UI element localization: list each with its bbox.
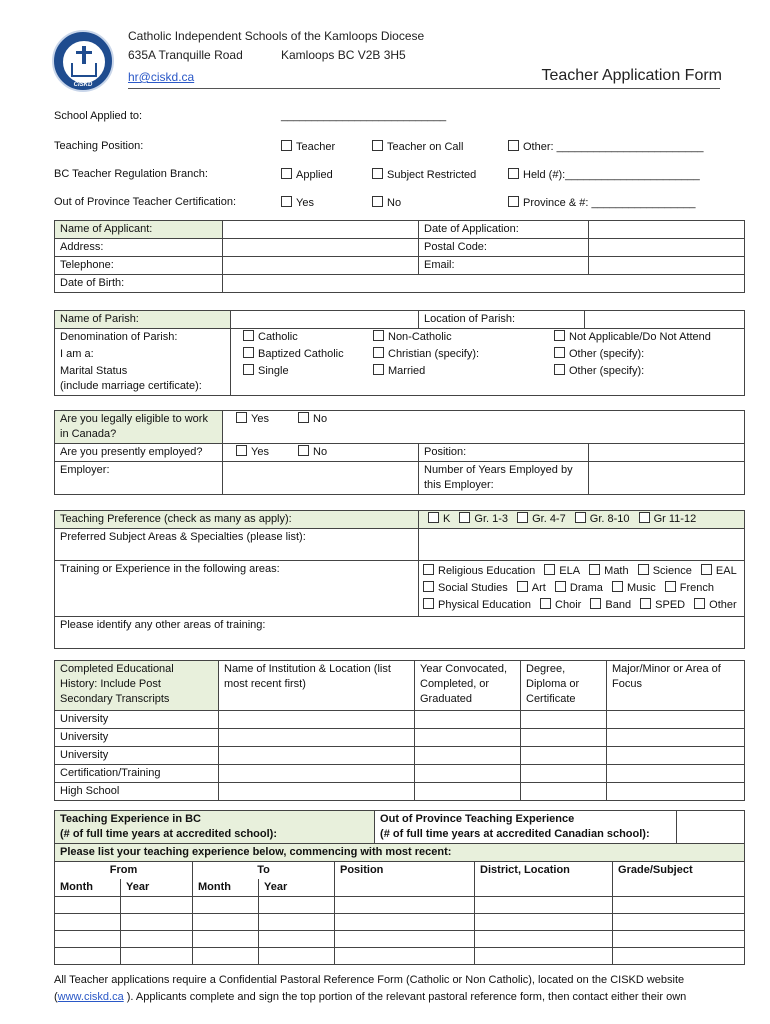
iam-christian-option[interactable]: Christian (specify): <box>373 347 479 362</box>
checkbox-icon[interactable] <box>554 364 565 375</box>
edu-year-header: Year Convocated, Completed, or Graduated <box>415 661 521 711</box>
branch-label: BC Teacher Regulation Branch: <box>54 168 208 180</box>
oop-label: Out of Province Teacher Certification: <box>54 196 236 208</box>
employment-table <box>54 410 745 495</box>
website-link[interactable]: www.ciskd.ca <box>57 991 124 1003</box>
training-label: Training or Experience in the following areas: <box>55 561 419 617</box>
grade-k-option[interactable]: K <box>428 512 450 527</box>
area-band-option[interactable]: Band <box>590 597 631 614</box>
checkbox-icon[interactable] <box>590 598 601 609</box>
table-row <box>55 765 745 783</box>
bc-experience-label: Teaching Experience in BC (# of full time years at accredited school): <box>55 811 375 844</box>
checkbox-icon[interactable] <box>236 445 247 456</box>
checkbox-icon[interactable] <box>554 347 565 358</box>
dob-field[interactable] <box>223 275 745 293</box>
other-training-field[interactable]: Please identify any other areas of training: <box>55 617 745 649</box>
from-month-header: Month <box>55 879 121 897</box>
checkbox-icon[interactable] <box>508 140 519 151</box>
edu-row-label: High School <box>55 783 219 801</box>
edu-row-label: University <box>55 747 219 765</box>
edu-row-label: University <box>55 729 219 747</box>
teaching-table <box>54 510 745 649</box>
position-other-option[interactable]: Other: ________________________ <box>508 140 703 153</box>
ciskd-logo <box>52 30 114 92</box>
checkbox-icon[interactable] <box>281 168 292 179</box>
table-row <box>55 783 745 801</box>
address-field[interactable] <box>223 239 419 257</box>
checkbox-icon[interactable] <box>555 581 566 592</box>
checkbox-icon[interactable] <box>694 598 705 609</box>
area-math-option[interactable]: Math <box>589 563 628 580</box>
checkbox-icon[interactable] <box>243 330 254 341</box>
header-divider <box>128 88 720 89</box>
denomination-label: Denomination of Parish: <box>55 329 231 347</box>
areas-row-3 <box>423 597 740 614</box>
branch-applied-option[interactable]: Applied <box>281 168 333 181</box>
employed-yes-option[interactable]: Yes <box>236 445 269 460</box>
area-ela-option[interactable]: ELA <box>544 563 580 580</box>
checkbox-icon[interactable] <box>575 512 586 523</box>
postal-code-label: Postal Code: <box>419 239 589 257</box>
checkbox-icon[interactable] <box>281 140 292 151</box>
eligible-no-option[interactable]: No <box>298 412 327 427</box>
checkbox-icon[interactable] <box>243 347 254 358</box>
iam-other-option[interactable]: Other (specify): <box>554 347 644 362</box>
to-year-header: Year <box>259 879 335 897</box>
position-label-cell: Position: <box>419 444 589 462</box>
area-french-option[interactable]: French <box>665 580 714 597</box>
checkbox-icon[interactable] <box>639 512 650 523</box>
education-table <box>54 660 745 801</box>
from-year-header: Year <box>121 879 193 897</box>
years-employed-field[interactable] <box>589 462 745 495</box>
denom-non-catholic-option[interactable]: Non-Catholic <box>373 330 452 345</box>
area-pe-option[interactable]: Physical Education <box>423 597 531 614</box>
branch-held-option[interactable]: Held (#):______________________ <box>508 168 700 181</box>
employed-no-option[interactable]: No <box>298 445 327 460</box>
footer-note: All Teacher applications require a Confidential Pastoral Reference Form (Catholic or Non Catholic), located on the CISKD website (www.ciskd.ca ). Applicants complete and sign the top portion of the relevant pastoral reference form, then contact either their own <box>54 974 687 1003</box>
area-religious-option[interactable]: Religious Education <box>423 563 535 580</box>
subjects-label: Preferred Subject Areas & Specialties (please list): <box>55 529 419 561</box>
checkbox-icon[interactable] <box>373 330 384 341</box>
checkbox-icon[interactable] <box>423 581 434 592</box>
table-row <box>55 897 745 914</box>
oop-no-option[interactable]: No <box>372 196 401 209</box>
teaching-preference-label: Teaching Preference (check as many as apply): <box>55 511 419 529</box>
org-name: Catholic Independent Schools of the Kamloops Diocese <box>128 29 425 43</box>
grade-8-10-option[interactable]: Gr. 8-10 <box>575 512 630 527</box>
parish-table <box>54 310 745 396</box>
checkbox-icon[interactable] <box>665 581 676 592</box>
checkbox-icon[interactable] <box>423 598 434 609</box>
checkbox-icon[interactable] <box>544 564 555 575</box>
checkbox-icon[interactable] <box>298 445 309 456</box>
checkbox-icon[interactable] <box>540 598 551 609</box>
edu-row-label: Certification/Training <box>55 765 219 783</box>
eligible-label: Are you legally eligible to work in Canada? <box>55 411 223 444</box>
telephone-label: Telephone: <box>55 257 223 275</box>
table-row <box>55 914 745 931</box>
areas-row-1 <box>423 563 740 580</box>
area-art-option[interactable]: Art <box>517 580 546 597</box>
edu-degree-header: Degree, Diploma or Certificate <box>521 661 607 711</box>
email-field[interactable] <box>589 257 745 275</box>
area-eal-option[interactable]: EAL <box>701 563 737 580</box>
checkbox-icon[interactable] <box>701 564 712 575</box>
area-other-option[interactable]: Other <box>694 597 737 614</box>
checkbox-icon[interactable] <box>638 564 649 575</box>
oop-yes-option[interactable]: Yes <box>281 196 314 209</box>
position-label: Teaching Position: <box>54 140 144 152</box>
applicant-name-label: Name of Applicant: <box>55 221 223 239</box>
checkbox-icon[interactable] <box>372 196 383 207</box>
logo-emblem-icon <box>62 40 106 84</box>
org-city: Kamloops BC V2B 3H5 <box>281 48 406 62</box>
applicant-name-field[interactable] <box>223 221 419 239</box>
area-music-option[interactable]: Music <box>612 580 656 597</box>
marital-other-option[interactable]: Other (specify): <box>554 364 644 379</box>
checkbox-icon[interactable] <box>372 168 383 179</box>
table-row <box>55 931 745 948</box>
denom-not-applicable-option[interactable]: Not Applicable/Do Not Attend <box>554 330 711 345</box>
checkbox-icon[interactable] <box>243 364 254 375</box>
org-email-link[interactable]: hr@ciskd.ca <box>128 70 195 84</box>
edu-history-header: Completed Educational History: Include Post Secondary Transcripts <box>55 661 219 711</box>
checkbox-icon[interactable] <box>508 196 519 207</box>
denom-catholic-option[interactable]: Catholic <box>243 330 298 345</box>
areas-row-2 <box>423 580 740 597</box>
dob-label: Date of Birth: <box>55 275 223 293</box>
parish-name-field[interactable] <box>231 311 419 329</box>
marital-label: Marital Status (include marriage certificate): <box>55 363 231 396</box>
checkbox-icon[interactable] <box>459 512 470 523</box>
checkbox-icon[interactable] <box>517 581 528 592</box>
area-choir-option[interactable]: Choir <box>540 597 581 614</box>
oop-experience-field[interactable] <box>677 811 745 844</box>
form-title: Teacher Application Form <box>541 67 722 84</box>
checkbox-icon[interactable] <box>298 412 309 423</box>
branch-restricted-option[interactable]: Subject Restricted <box>372 168 476 181</box>
to-header: To <box>193 862 335 880</box>
checkbox-icon[interactable] <box>281 196 292 207</box>
checkbox-icon[interactable] <box>373 347 384 358</box>
school-input[interactable]: ___________________________ <box>281 110 447 122</box>
logo-text: CISKD <box>73 82 93 88</box>
checkbox-icon[interactable] <box>640 598 651 609</box>
table-row <box>55 747 745 765</box>
area-science-option[interactable]: Science <box>638 563 692 580</box>
table-row <box>55 729 745 747</box>
position-teacher-option[interactable]: Teacher <box>281 140 335 153</box>
position-toc-option[interactable]: Teacher on Call <box>372 140 463 153</box>
employed-label: Are you presently employed? <box>55 444 223 462</box>
date-application-field[interactable] <box>589 221 745 239</box>
position-header: Position <box>335 862 475 897</box>
date-application-label: Date of Application: <box>419 221 589 239</box>
address-label: Address: <box>55 239 223 257</box>
eligible-yes-option[interactable]: Yes <box>236 412 269 427</box>
edu-row-label: University <box>55 711 219 729</box>
parish-location-label: Location of Parish: <box>419 311 585 329</box>
parish-location-field[interactable] <box>585 311 745 329</box>
oop-province-option[interactable]: Province & #: _________________ <box>508 196 695 209</box>
email-label: Email: <box>419 257 589 275</box>
oop-experience-label: Out of Province Teaching Experience (# of full time years at accredited Canadian school): <box>375 811 677 844</box>
checkbox-icon[interactable] <box>508 168 519 179</box>
checkbox-icon[interactable] <box>612 581 623 592</box>
telephone-field[interactable] <box>223 257 419 275</box>
employer-label: Employer: <box>55 462 223 495</box>
edu-major-header: Major/Minor or Area of Focus <box>607 661 745 711</box>
applicant-table <box>54 220 745 293</box>
edu-institution-header: Name of Institution & Location (list most recent first) <box>219 661 415 711</box>
checkbox-icon[interactable] <box>372 140 383 151</box>
iam-baptized-option[interactable]: Baptized Catholic <box>243 347 344 362</box>
checkbox-icon[interactable] <box>428 512 439 523</box>
to-month-header: Month <box>193 879 259 897</box>
employer-field[interactable] <box>223 462 419 495</box>
footer-text-2: ). Applicants complete and sign the top portion of the relevant pastoral reference form, then contact either their own <box>126 991 687 1003</box>
position-field[interactable] <box>589 444 745 462</box>
marital-single-option[interactable]: Single <box>243 364 289 379</box>
footer-text: All Teacher applications require a Confidential Pastoral Reference Form (Catholic or Non Catholic), located on the CISKD website <box>54 974 685 986</box>
grade-4-7-option[interactable]: Gr. 4-7 <box>517 512 566 527</box>
iam-label: I am a: <box>55 346 231 363</box>
grade-11-12-option[interactable]: Gr 11-12 <box>639 512 697 527</box>
experience-list-instruction: Please list your teaching experience below, commencing with most recent: <box>55 844 745 862</box>
area-sped-option[interactable]: SPED <box>640 597 685 614</box>
district-header: District, Location <box>475 862 613 897</box>
years-employed-label: Number of Years Employed by this Employer: <box>419 462 589 495</box>
school-label: School Applied to: <box>54 110 143 122</box>
postal-code-field[interactable] <box>589 239 745 257</box>
grade-subject-header: Grade/Subject <box>613 862 745 897</box>
checkbox-icon[interactable] <box>554 330 565 341</box>
checkbox-icon[interactable] <box>517 512 528 523</box>
area-drama-option[interactable]: Drama <box>555 580 603 597</box>
marital-married-option[interactable]: Married <box>373 364 425 379</box>
from-header: From <box>55 862 193 880</box>
checkbox-icon[interactable] <box>236 412 247 423</box>
table-row <box>55 948 745 965</box>
checkbox-icon[interactable] <box>589 564 600 575</box>
experience-table <box>54 810 745 965</box>
checkbox-icon[interactable] <box>423 564 434 575</box>
table-row <box>55 711 745 729</box>
checkbox-icon[interactable] <box>373 364 384 375</box>
parish-name-label: Name of Parish: <box>55 311 231 329</box>
grade-1-3-option[interactable]: Gr. 1-3 <box>459 512 508 527</box>
area-social-option[interactable]: Social Studies <box>423 580 508 597</box>
subjects-field[interactable] <box>419 529 745 561</box>
org-street: 635A Tranquille Road <box>128 48 243 62</box>
